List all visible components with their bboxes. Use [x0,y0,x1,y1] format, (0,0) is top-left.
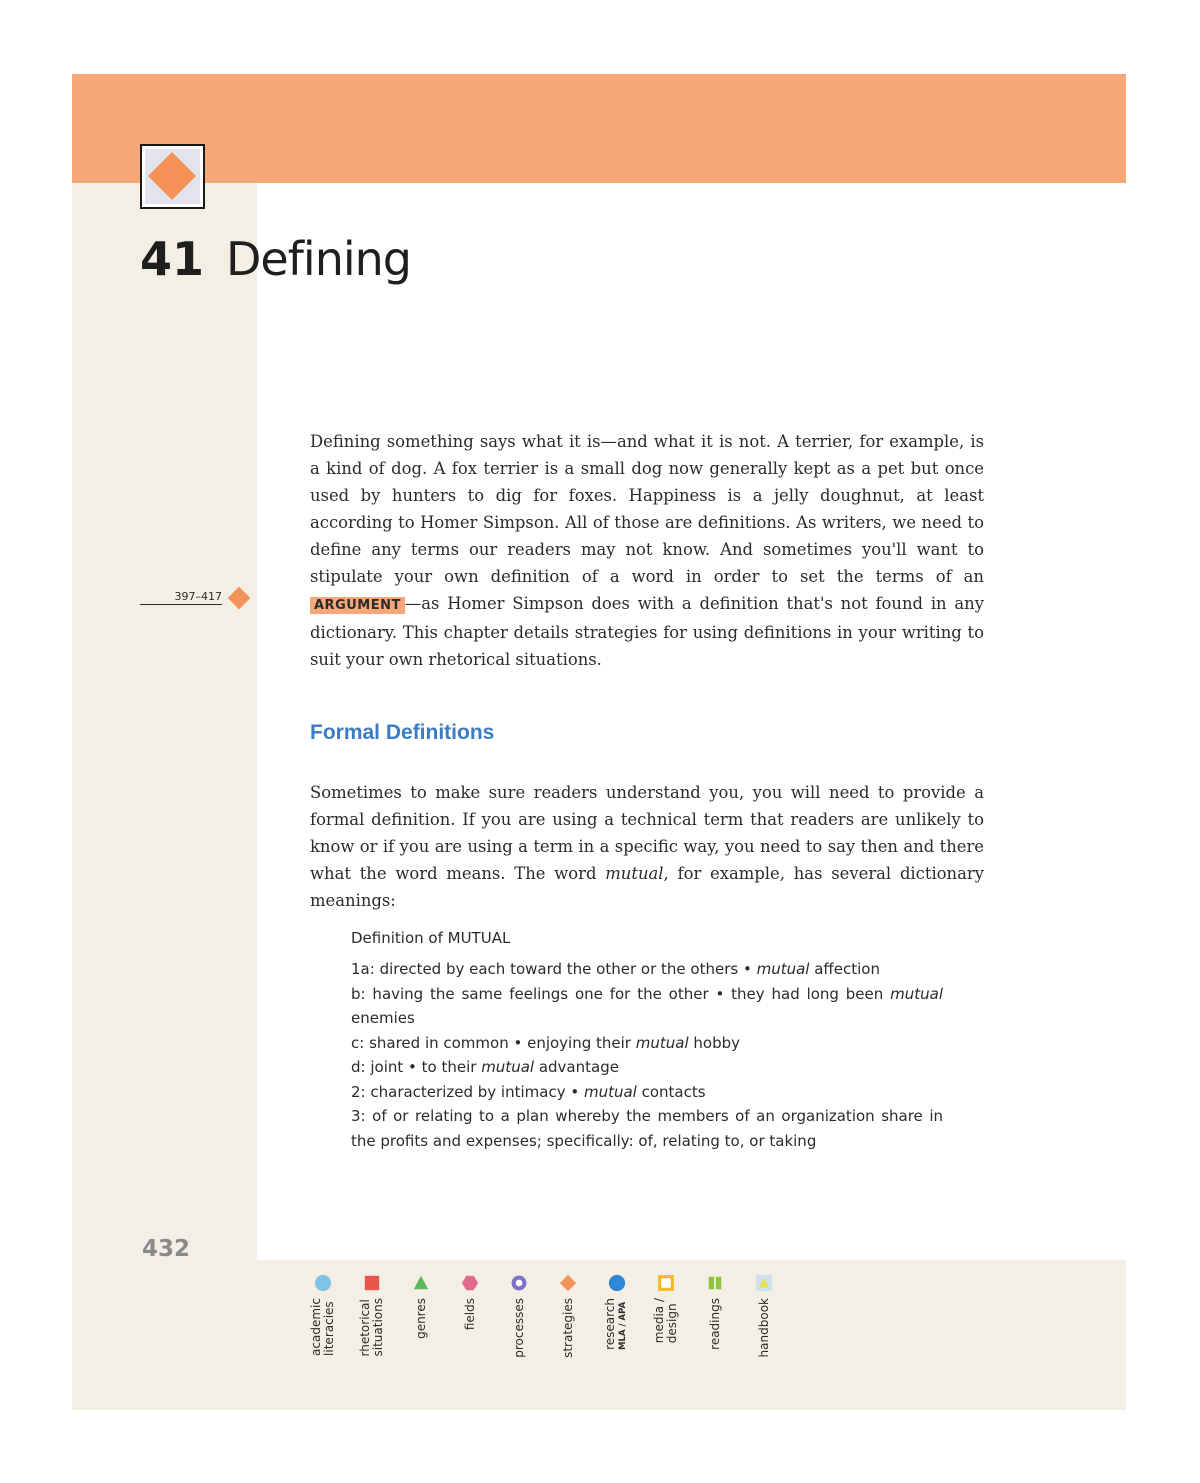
entry-text: : joint • to their [360,1058,482,1076]
definition-entry [351,1031,943,1056]
entry-rest: affection [809,960,880,978]
hexagon-icon [461,1274,479,1292]
paragraph-text-start: Sometimes to make sure readers understand you, you will need to provide a formal definition. If you are using a technical term that readers are unlikely to know or if you are using a term in a specific way, you need to say then and there what the word means. The word [310,783,984,883]
paragraph-text-end: , for example, has several dictionary meanings: [310,864,984,910]
entry-rest: enemies [351,1009,415,1027]
nav-tab-rhetorical[interactable] [349,1270,395,1380]
chapter-header-band [72,74,1126,183]
margin-page-reference[interactable]: 397–417 [140,590,222,605]
entry-text: : directed by each toward the other or the others • [369,960,757,978]
handbook-icon [755,1274,773,1292]
nav-tab-academic[interactable] [300,1270,346,1380]
section-heading: Formal Definitions [310,721,495,744]
nav-tab-label: media / design [652,1298,679,1344]
circle-icon [608,1274,626,1292]
dictionary-definition [351,927,943,1153]
entry-key: d [351,1058,361,1076]
gear-icon [510,1274,528,1292]
book-icon [706,1274,724,1292]
entry-rest: hobby [688,1033,740,1052]
nav-tab-label: handbook [756,1298,771,1358]
italic-term: mutual [605,864,664,883]
entry-italic: mutual [635,1033,689,1052]
nav-tab-media[interactable] [643,1270,689,1380]
entry-italic: mutual [583,1082,637,1101]
nav-tab-fields[interactable] [447,1270,493,1380]
section-nav-tabs [300,1270,820,1380]
hollow-square-icon [657,1274,675,1292]
entry-text: : shared in common • enjoying their [359,1033,636,1052]
entry-key: 3 [351,1107,361,1125]
entry-text: : of or relating to a plan whereby the members of an organization share in the profits and expenses; specifically: of, relating to, or taking [351,1107,943,1150]
entry-key: b [351,984,361,1003]
chapter-title [140,232,411,286]
intro-text-start: Defining something says what it is—and what it is not. A terrier, for example, is a kind of dog. A fox terrier is a small dog now generally kept as a pet but once used by hunters to dig for foxes. Happiness is a jelly doughnut, at least according to Homer Simpson. All of those are definitions. As writers, we need to define any terms our readers may not know. And sometimes you'll want to stipulate your own definition of a word in order to set the terms of an [310,432,984,586]
entry-italic: mutual [481,1058,535,1076]
intro-paragraph [310,428,984,673]
nav-tab-processes[interactable] [496,1270,542,1380]
nav-tab-genres[interactable] [398,1270,444,1380]
intro-text-end: —as Homer Simpson does with a definition that's not found in any dictionary. This chapter details strategies for using definitions in your writing to suit your own rhetorical situations. [310,594,984,669]
nav-tab-label: academic literacies [309,1298,336,1356]
square-icon [363,1274,381,1292]
chapter-number: 41 [140,232,205,286]
definition-entry [351,982,943,1031]
entry-italic: mutual [756,960,810,978]
nav-tab-readings[interactable] [692,1270,738,1380]
entry-text: : characterized by intimacy • [360,1082,584,1101]
definition-entry [351,1104,943,1153]
diamond-icon [148,152,196,200]
page-number: 432 [142,1236,191,1262]
nav-tab-label: rhetorical situations [358,1298,385,1357]
nav-tab-label: genres [413,1298,428,1339]
entry-rest: contacts [636,1082,706,1101]
nav-tab-strategies[interactable] [545,1270,591,1380]
strategies-chapter-icon [140,144,205,209]
triangle-icon [412,1274,430,1292]
nav-tab-label: processes [511,1298,526,1358]
definition-entry [351,957,943,982]
entry-key: c [351,1033,360,1052]
entry-text: : having the same feelings one for the other • they had long been [360,984,891,1003]
entry-key: 1a [351,960,370,978]
dictionary-title: Definition of MUTUAL [351,929,511,947]
chapter-name: Defining [226,232,411,286]
nav-tab-label: fields [462,1298,477,1331]
entry-italic: mutual [890,984,943,1003]
nav-tab-label: readings [707,1298,722,1350]
argument-cross-reference[interactable]: ARGUMENT [310,597,405,614]
diamond-icon [559,1274,577,1292]
nav-tab-label: strategies [560,1298,575,1358]
entry-rest: advantage [534,1058,619,1076]
nav-tab-label: research MLA / APA [603,1298,628,1350]
circle-icon [314,1274,332,1292]
definition-entry [351,1055,943,1080]
entry-key: 2 [351,1082,361,1101]
definition-entry [351,1080,943,1105]
formal-definitions-paragraph [310,779,984,914]
nav-tab-handbook[interactable] [741,1270,787,1380]
nav-tab-research[interactable] [594,1270,640,1380]
